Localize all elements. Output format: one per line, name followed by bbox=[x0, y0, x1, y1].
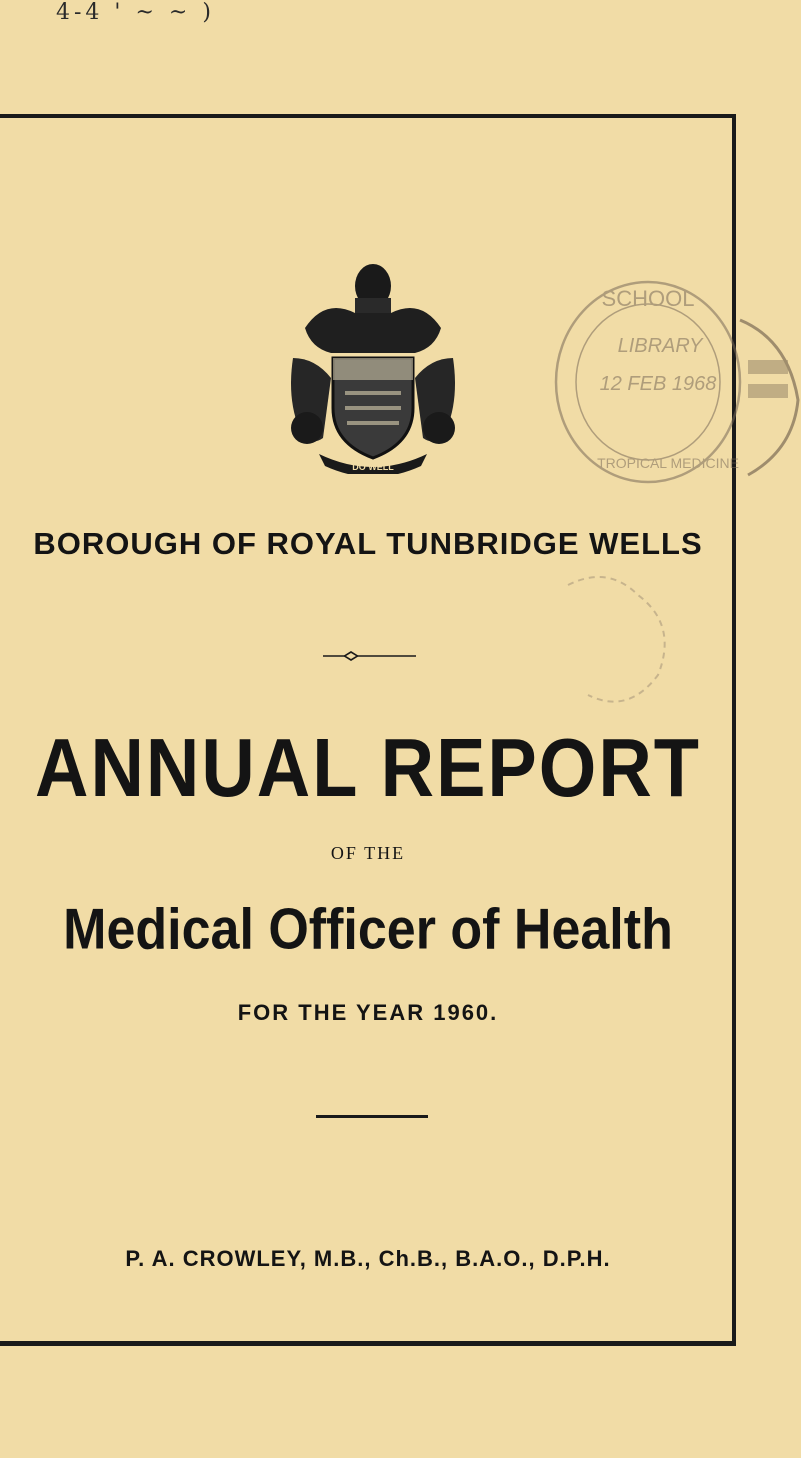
report-subtitle: Medical Officer of Health bbox=[63, 898, 673, 962]
stamp-school-text: SCHOOL bbox=[601, 286, 695, 311]
borough-heading: BOROUGH OF ROYAL TUNBRIDGE WELLS bbox=[33, 526, 703, 561]
stamp-library-text: LIBRARY bbox=[617, 335, 703, 357]
crest-motto: DO WELL bbox=[352, 462, 394, 472]
faint-stamp-smudge bbox=[548, 565, 688, 715]
report-year: FOR THE YEAR 1960. bbox=[237, 1000, 499, 1025]
diamond-ornament-divider bbox=[323, 650, 416, 662]
stamp-date-text: 12 FEB 1968 bbox=[599, 373, 717, 395]
author-credit: P. A. CROWLEY, M.B., Ch.B., B.A.O., D.P.H. bbox=[125, 1246, 611, 1271]
stamp-bottom-text: TROPICAL MEDICINE bbox=[597, 455, 739, 471]
handwritten-mark: 4-4 ' ~ ~ ) bbox=[56, 0, 215, 25]
coat-of-arms-emblem bbox=[285, 258, 461, 474]
of-the-label: OF THE bbox=[330, 843, 406, 863]
horizontal-rule bbox=[316, 1115, 428, 1118]
report-title: ANNUAL REPORT bbox=[35, 721, 701, 814]
library-stamp bbox=[548, 272, 748, 492]
stamp-overflow-mark bbox=[738, 300, 801, 480]
